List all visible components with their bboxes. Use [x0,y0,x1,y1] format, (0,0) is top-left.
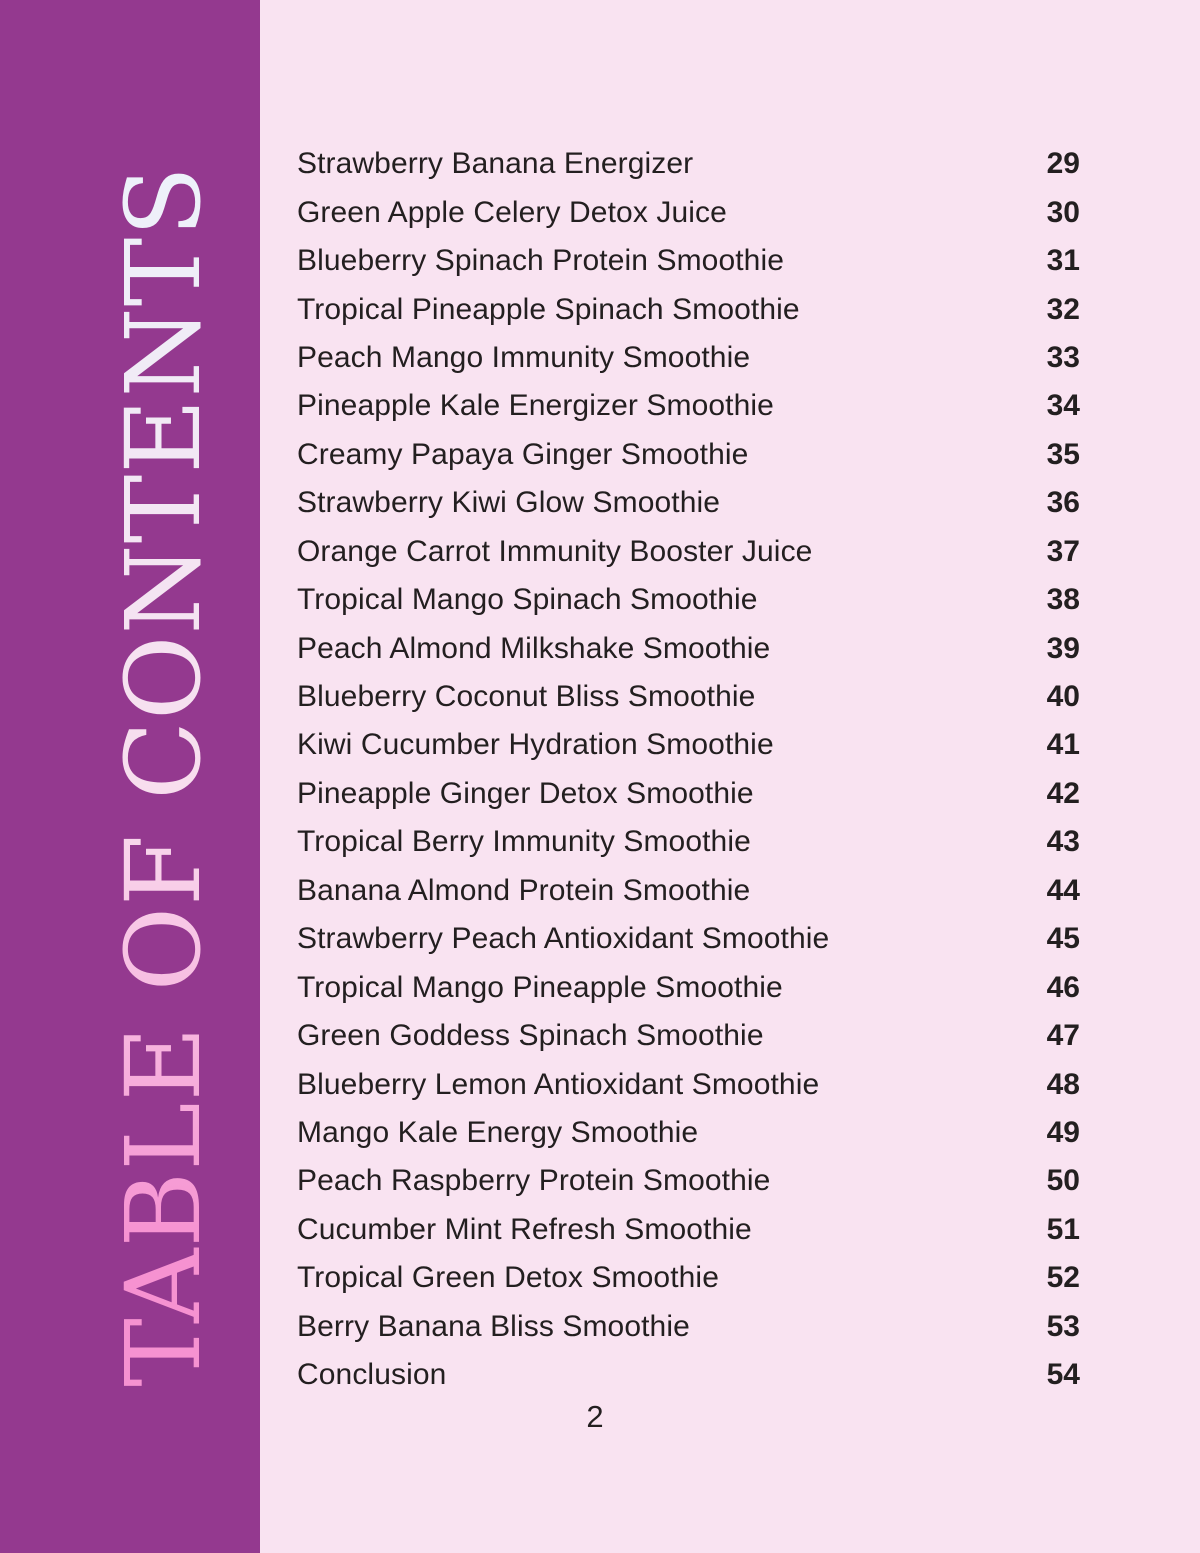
toc-entry-page: 34 [1046,389,1080,423]
toc-entry-title: Strawberry Kiwi Glow Smoothie [297,486,721,520]
toc-entry [297,479,1080,527]
toc-entry-page: 37 [1046,534,1080,568]
toc-entry-page: 46 [1046,970,1080,1004]
toc-entry-title: Mango Kale Energy Smoothie [297,1115,699,1149]
toc-entry [297,1303,1080,1351]
toc-entry-title: Banana Almond Protein Smoothie [297,873,751,907]
toc-entry-page: 44 [1046,873,1080,907]
toc-entry [297,673,1080,721]
page-title: TABLE OF CONTENTS [104,165,224,1387]
toc-entry [297,334,1080,382]
toc-entry-title: Creamy Papaya Ginger Smoothie [297,437,749,471]
toc-entry-title: Tropical Green Detox Smoothie [297,1261,719,1295]
toc-entry [297,1351,1080,1399]
toc-entry-title: Peach Raspberry Protein Smoothie [297,1164,771,1198]
toc-entry [297,1206,1080,1254]
toc-entry-title: Kiwi Cucumber Hydration Smoothie [297,728,774,762]
toc-entry [297,1012,1080,1060]
toc-entry-page: 53 [1046,1309,1080,1343]
toc-entry-title: Cucumber Mint Refresh Smoothie [297,1212,752,1246]
toc-entry-page: 32 [1046,292,1080,326]
toc-entry-title: Pineapple Ginger Detox Smoothie [297,776,754,810]
toc-entry [297,528,1080,576]
toc-entry-page: 45 [1046,922,1080,956]
toc-entry-page: 29 [1046,147,1080,181]
toc-list [297,140,1080,1399]
toc-entry-page: 47 [1046,1019,1080,1053]
toc-entry-page: 31 [1046,244,1080,278]
toc-entry [297,431,1080,479]
toc-entry-title: Blueberry Spinach Protein Smoothie [297,244,785,278]
toc-entry-title: Strawberry Peach Antioxidant Smoothie [297,922,830,956]
toc-entry [297,140,1080,188]
toc-entry-title: Strawberry Banana Energizer [297,147,694,181]
toc-entry-title: Berry Banana Bliss Smoothie [297,1309,690,1343]
toc-entry [297,188,1080,236]
toc-entry-page: 43 [1046,825,1080,859]
toc-entry-page: 41 [1046,728,1080,762]
toc-entry [297,721,1080,769]
toc-entry-title: Conclusion [297,1358,447,1392]
toc-entry [297,867,1080,915]
toc-entry-page: 49 [1046,1115,1080,1149]
toc-entry-title: Tropical Pineapple Spinach Smoothie [297,292,800,326]
toc-entry [297,1109,1080,1157]
toc-entry-title: Peach Almond Milkshake Smoothie [297,631,771,665]
toc-entry-page: 30 [1046,195,1080,229]
toc-entry-page: 42 [1046,776,1080,810]
toc-entry-page: 35 [1046,437,1080,471]
toc-entry-title: Tropical Mango Pineapple Smoothie [297,970,783,1004]
toc-entry [297,1157,1080,1205]
toc-entry [297,285,1080,333]
toc-entry-title: Peach Mango Immunity Smoothie [297,340,751,374]
toc-entry-title: Tropical Berry Immunity Smoothie [297,825,751,859]
toc-entry [297,1254,1080,1302]
toc-entry-title: Green Goddess Spinach Smoothie [297,1019,764,1053]
toc-entry-title: Orange Carrot Immunity Booster Juice [297,534,813,568]
toc-entry-page: 52 [1046,1261,1080,1295]
sidebar [0,0,260,1553]
toc-entry [297,818,1080,866]
toc-entry-page: 48 [1046,1067,1080,1101]
toc-entry-title: Pineapple Kale Energizer Smoothie [297,389,774,423]
toc-entry [297,1060,1080,1108]
toc-entry [297,770,1080,818]
toc-entry [297,963,1080,1011]
toc-entry [297,237,1080,285]
toc-entry [297,576,1080,624]
toc-entry-page: 39 [1046,631,1080,665]
toc-entry [297,382,1080,430]
toc-entry-title: Blueberry Coconut Bliss Smoothie [297,680,756,714]
toc-entry-page: 50 [1046,1164,1080,1198]
toc-entry-title: Tropical Mango Spinach Smoothie [297,583,758,617]
toc-entry [297,915,1080,963]
toc-entry-title: Green Apple Celery Detox Juice [297,195,727,229]
toc-entry-page: 38 [1046,583,1080,617]
toc-entry-page: 36 [1046,486,1080,520]
toc-entry [297,624,1080,672]
toc-entry-page: 33 [1046,340,1080,374]
toc-entry-page: 51 [1046,1212,1080,1246]
toc-entry-page: 40 [1046,680,1080,714]
page-number: 2 [586,1399,604,1434]
toc-entry-title: Blueberry Lemon Antioxidant Smoothie [297,1067,820,1101]
toc-entry-page: 54 [1046,1358,1080,1392]
